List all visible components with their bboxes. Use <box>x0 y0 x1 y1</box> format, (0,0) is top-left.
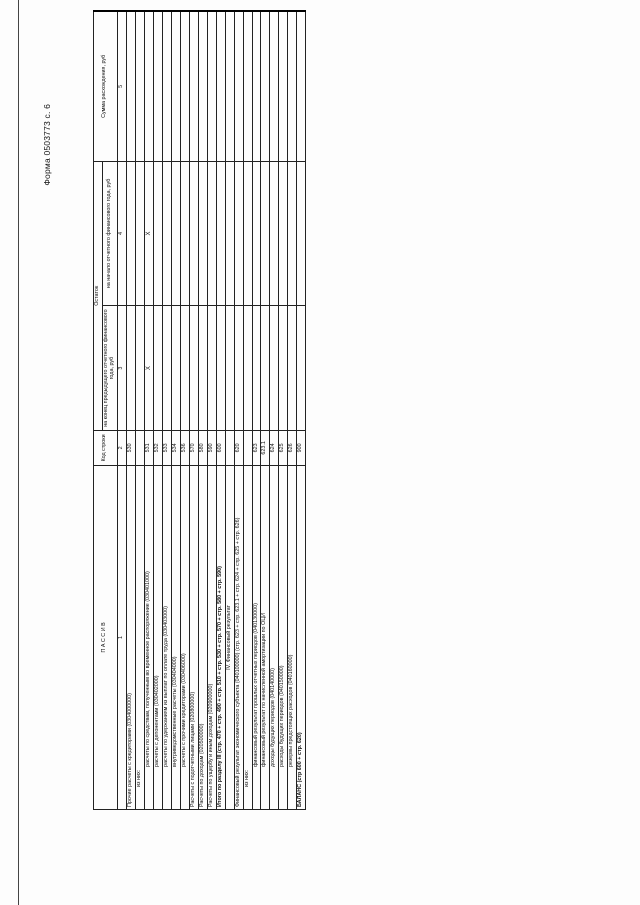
row-name: IV. Финансовый результат <box>225 465 234 809</box>
col-number: 2 <box>117 430 126 465</box>
table-row <box>288 11 297 810</box>
row-code <box>243 430 252 465</box>
row-begin-curr <box>181 161 190 306</box>
row-end-prev <box>234 306 243 431</box>
row-diff <box>135 11 144 161</box>
row-end-prev <box>216 306 225 431</box>
row-name: Прочие расчеты с кредиторами (0304000000) <box>126 465 135 809</box>
row-end-prev <box>172 306 181 431</box>
row-diff <box>261 11 270 161</box>
row-diff <box>163 11 172 161</box>
row-name: резервы предстоящих расходов (040160000) <box>288 465 297 809</box>
table-row <box>252 11 261 810</box>
table-row <box>154 11 163 810</box>
row-begin-curr <box>207 161 216 306</box>
row-name: внутриведомственные расчеты (030404000) <box>172 465 181 809</box>
row-name: расчеты с депонентами (030402000) <box>154 465 163 809</box>
col-number: 1 <box>117 465 126 809</box>
row-name: из них: <box>243 465 252 809</box>
row-diff <box>225 11 234 161</box>
row-name: доходы будущих периодов (040140000) <box>270 465 279 809</box>
row-diff <box>126 11 135 161</box>
row-code: 533 <box>163 430 172 465</box>
row-begin-curr: Х <box>144 161 154 306</box>
row-end-prev <box>198 306 207 431</box>
row-begin-curr <box>279 161 288 306</box>
row-name: расходы будущих периодов (040150000) <box>279 465 288 809</box>
row-end-prev <box>261 306 270 431</box>
row-code: 625 <box>279 430 288 465</box>
row-name: Расчеты по доходам (020500000) <box>198 465 207 809</box>
row-code: 600 <box>216 430 225 465</box>
row-code: 623 <box>252 430 261 465</box>
table-row <box>225 11 234 810</box>
row-code: 570 <box>189 430 198 465</box>
table-row <box>297 11 306 810</box>
row-code: 532 <box>154 430 163 465</box>
row-diff <box>172 11 181 161</box>
table-row <box>172 11 181 810</box>
table-row <box>144 11 154 810</box>
row-diff <box>297 11 306 161</box>
row-name: расчеты с прочими кредиторами (030406000) <box>181 465 190 809</box>
row-diff <box>288 11 297 161</box>
row-diff <box>216 11 225 161</box>
row-end-prev <box>279 306 288 431</box>
table-row <box>279 11 288 810</box>
row-end-prev <box>243 306 252 431</box>
row-begin-curr <box>189 161 198 306</box>
row-begin-curr <box>172 161 181 306</box>
row-code <box>225 430 234 465</box>
col-number: 5 <box>117 11 126 161</box>
row-diff <box>207 11 216 161</box>
table-row <box>261 11 270 810</box>
row-name: Итого по разделу III (стр. 470 + стр. 490 + стр. 510 + стр. 530 + стр. 570 + стр. 580 + стр. 590) <box>216 465 225 809</box>
row-begin-curr <box>216 161 225 306</box>
row-end-prev <box>181 306 190 431</box>
row-diff <box>181 11 190 161</box>
row-end-prev: Х <box>144 306 154 431</box>
row-begin-curr <box>243 161 252 306</box>
row-code: 626 <box>288 430 297 465</box>
header-remainder: Остаток <box>94 161 103 430</box>
row-end-prev <box>252 306 261 431</box>
header-passiv: П А С С И В <box>94 465 118 809</box>
row-name: Расчеты с подотчетными лицами (020800000) <box>189 465 198 809</box>
table-row <box>216 11 225 810</box>
col-number: 3 <box>117 306 126 431</box>
row-end-prev <box>126 306 135 431</box>
table-row <box>270 11 279 810</box>
row-diff <box>279 11 288 161</box>
row-diff <box>189 11 198 161</box>
header-diff: Сумма расхождения, руб <box>94 11 118 161</box>
table-row <box>126 11 135 810</box>
row-begin-curr <box>225 161 234 306</box>
table-row <box>163 11 172 810</box>
row-begin-curr <box>154 161 163 306</box>
table-row <box>181 11 190 810</box>
row-diff <box>243 11 252 161</box>
row-begin-curr <box>163 161 172 306</box>
row-code: 531 <box>144 430 154 465</box>
row-code: 536 <box>181 430 190 465</box>
row-begin-curr <box>135 161 144 306</box>
row-end-prev <box>270 306 279 431</box>
header-begin-curr: на начало отчетного финансового года, руб <box>102 161 117 306</box>
row-begin-curr <box>198 161 207 306</box>
row-end-prev <box>163 306 172 431</box>
row-end-prev <box>189 306 198 431</box>
table-row <box>234 11 243 810</box>
row-name: БАЛАНС (стр 600 + стр. 620) <box>297 465 306 809</box>
table-row <box>198 11 207 810</box>
row-name: финансовый результат прошлых отчетных периодов (040130000) <box>252 465 261 809</box>
row-name: Финансовый результат экономического субъекта (040100000) (стр. 623 + стр. 623.1 + стр. 624 + стр. 625 + стр. 626) <box>234 465 243 809</box>
row-begin-curr <box>126 161 135 306</box>
row-name: расчеты по средствам, полученным во временное распоряжение (030401000) <box>144 465 154 809</box>
row-code <box>135 430 144 465</box>
row-code: 530 <box>126 430 135 465</box>
row-name: Расчеты по ущербу и иным доходам (020900000) <box>207 465 216 809</box>
row-code: 620 <box>234 430 243 465</box>
row-begin-curr <box>234 161 243 306</box>
row-diff <box>252 11 261 161</box>
row-end-prev <box>207 306 216 431</box>
table-row <box>243 11 252 810</box>
row-diff <box>154 11 163 161</box>
row-begin-curr <box>297 161 306 306</box>
row-end-prev <box>154 306 163 431</box>
table-body <box>126 11 305 810</box>
row-begin-curr <box>252 161 261 306</box>
row-code: 624 <box>270 430 279 465</box>
row-name: расчеты по удержаниям из выплат по оплате труда (030403000) <box>163 465 172 809</box>
col-number: 4 <box>117 161 126 306</box>
header-end-prev: на конец предыдущего отчетного финансового года, руб <box>102 306 117 431</box>
row-begin-curr <box>270 161 279 306</box>
row-begin-curr <box>288 161 297 306</box>
header-code: Код строки <box>94 430 118 465</box>
row-code: 580 <box>198 430 207 465</box>
row-name: финансовый результат по начисленной амортизации по ОЦИ <box>261 465 270 809</box>
row-code: 623.1 <box>261 430 270 465</box>
passiv-table <box>93 10 306 810</box>
row-diff <box>234 11 243 161</box>
row-begin-curr <box>261 161 270 306</box>
row-diff <box>198 11 207 161</box>
row-name: из них: <box>135 465 144 809</box>
row-diff <box>144 11 154 161</box>
row-end-prev <box>225 306 234 431</box>
form-code: Форма 0503773 с. 6 <box>42 104 52 186</box>
row-code: 534 <box>172 430 181 465</box>
row-end-prev <box>297 306 306 431</box>
table-row <box>135 11 144 810</box>
table-row <box>189 11 198 810</box>
row-diff <box>270 11 279 161</box>
table-row <box>207 11 216 810</box>
row-code: 590 <box>207 430 216 465</box>
row-code: 900 <box>297 430 306 465</box>
row-end-prev <box>288 306 297 431</box>
row-end-prev <box>135 306 144 431</box>
